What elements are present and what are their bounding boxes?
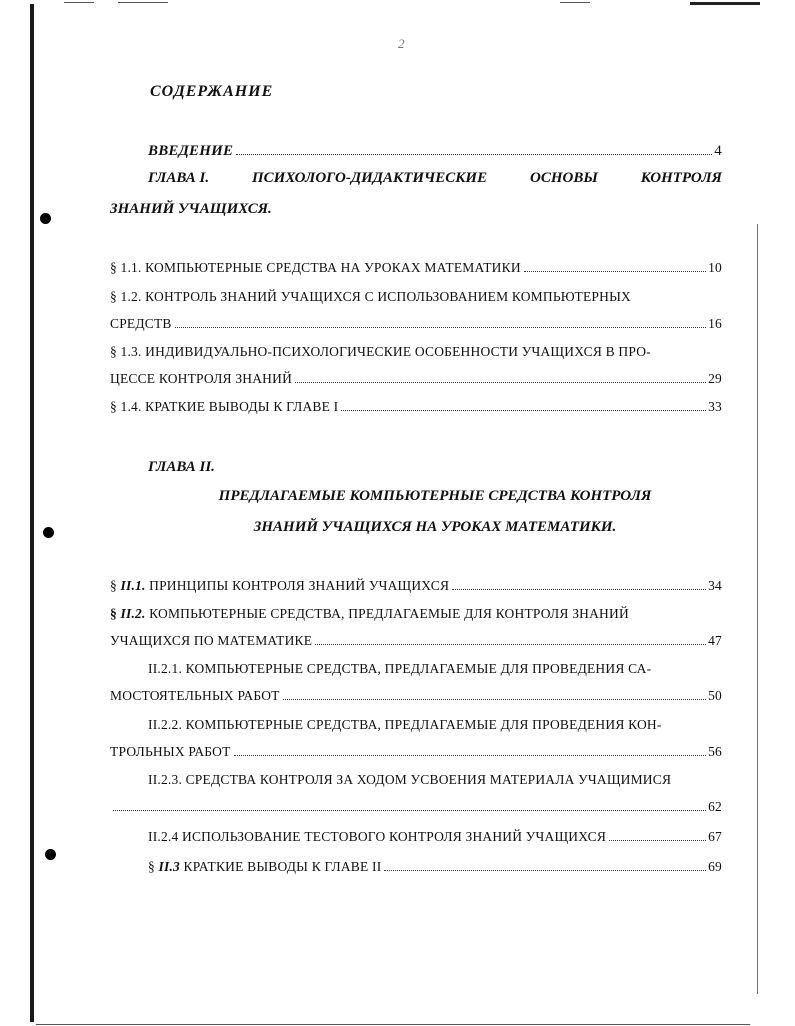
punch-hole-mark <box>45 849 56 860</box>
chapter-1-label: ГЛАВА I. <box>148 170 210 186</box>
dot-leader <box>452 589 706 590</box>
chapter-1-title-line2: ЗНАНИЙ УЧАЩИХСЯ. <box>110 201 272 217</box>
toc-entry-label: § 1.4. КРАТКИЕ ВЫВОДЫ К ГЛАВЕ I <box>110 399 339 414</box>
toc-entry-1-3-line2 <box>110 371 722 387</box>
toc-entry-1-1 <box>110 260 722 276</box>
toc-entry-label: ТРОЛЬНЫХ РАБОТ <box>110 744 231 759</box>
dot-leader <box>524 271 706 272</box>
toc-entry-2-2-3-line2 <box>110 799 722 815</box>
chapter-1-title-word: ПСИХОЛОГО-ДИДАКТИЧЕСКИЕ <box>252 170 488 186</box>
toc-entry-label: ВВЕДЕНИЕ <box>148 143 234 159</box>
chapter-2-label: ГЛАВА II. <box>148 459 215 475</box>
scan-top-dash <box>118 2 168 3</box>
toc-page-number: 56 <box>708 744 722 759</box>
scan-top-dash <box>560 2 590 3</box>
toc-page-number: 69 <box>708 859 722 874</box>
dot-leader <box>384 870 706 871</box>
toc-entry-2-3 <box>148 859 722 875</box>
scan-binding-edge <box>30 4 34 1022</box>
page-number: 2 <box>398 36 405 51</box>
dot-leader <box>341 410 706 411</box>
toc-page-number: 67 <box>708 829 722 844</box>
toc-entry-1-2-line2 <box>110 316 722 332</box>
chapter-1-heading <box>148 170 722 187</box>
toc-entry-label: МОСТОЯТЕЛЬНЫХ РАБОТ <box>110 688 280 703</box>
toc-entry-label: § II.1. ПРИНЦИПЫ КОНТРОЛЯ ЗНАНИЙ УЧАЩИХСЯ <box>110 578 450 593</box>
toc-page-number: 10 <box>708 260 722 275</box>
toc-entry-label: ЦЕССЕ КОНТРОЛЯ ЗНАНИЙ <box>110 371 293 386</box>
toc-entry-2-2-2-line2 <box>110 744 722 760</box>
dot-leader <box>609 840 706 841</box>
page-title: СОДЕРЖАНИЕ <box>150 83 274 100</box>
toc-page-number: 62 <box>708 799 722 814</box>
toc-entry-2-2-2-line1: II.2.2. КОМПЬЮТЕРНЫЕ СРЕДСТВА, ПРЕДЛАГАЕМЫЕ ДЛЯ ПРОВЕДЕНИЯ КОН- <box>148 717 662 732</box>
toc-page-number: 29 <box>708 371 722 386</box>
punch-hole-mark <box>40 213 51 224</box>
toc-page-number: 47 <box>708 633 722 648</box>
dot-leader <box>113 810 706 811</box>
dot-leader <box>283 699 706 700</box>
chapter-1-title-word: ОСНОВЫ <box>530 170 598 186</box>
dot-leader <box>234 755 707 756</box>
toc-page-number: 4 <box>714 143 722 159</box>
chapter-2-title-line1: ПРЕДЛАГАЕМЫЕ КОМПЬЮТЕРНЫЕ СРЕДСТВА КОНТРОЛЯ <box>218 488 652 504</box>
punch-hole-mark <box>43 527 54 538</box>
toc-entry-1-4 <box>110 399 722 415</box>
toc-entry-label: § 1.1. КОМПЬЮТЕРНЫЕ СРЕДСТВА НА УРОКАХ МАТЕМАТИКИ <box>110 260 521 275</box>
toc-entry-2-2-line1: § II.2. КОМПЬЮТЕРНЫЕ СРЕДСТВА, ПРЕДЛАГАЕМЫЕ ДЛЯ КОНТРОЛЯ ЗНАНИЙ <box>110 606 629 621</box>
chapter-1-title-word: КОНТРОЛЯ <box>640 170 722 186</box>
toc-entry-label: § II.3 КРАТКИЕ ВЫВОДЫ К ГЛАВЕ II <box>148 859 382 874</box>
toc-entry-label: УЧАЩИХСЯ ПО МАТЕМАТИКЕ <box>110 633 313 648</box>
toc-page-number: 50 <box>708 688 722 703</box>
toc-entry-1-3-line1: § 1.3. ИНДИВИДУАЛЬНО-ПСИХОЛОГИЧЕСКИЕ ОСОБЕННОСТИ УЧАЩИХСЯ В ПРО- <box>110 344 651 359</box>
chapter-2-title-line2: ЗНАНИЙ УЧАЩИХСЯ НА УРОКАХ МАТЕМАТИКИ. <box>253 519 617 535</box>
dot-leader <box>315 644 706 645</box>
scan-top-dash <box>64 2 94 3</box>
dot-leader <box>295 382 706 383</box>
toc-page-number: 33 <box>708 399 722 414</box>
scan-bottom-line <box>36 1024 750 1025</box>
toc-entry-label: II.2.4 ИСПОЛЬЗОВАНИЕ ТЕСТОВОГО КОНТРОЛЯ ЗНАНИЙ УЧАЩИХСЯ <box>148 829 607 844</box>
scan-top-dash <box>690 2 760 5</box>
toc-entry-label: СРЕДСТВ <box>110 316 172 331</box>
dot-leader <box>175 327 706 328</box>
toc-entry-2-1 <box>110 578 722 594</box>
toc-entry-2-2-1-line2 <box>110 688 722 704</box>
toc-entry-1-2-line1: § 1.2. КОНТРОЛЬ ЗНАНИЙ УЧАЩИХСЯ С ИСПОЛЬЗОВАНИЕМ КОМПЬЮТЕРНЫХ <box>110 289 631 304</box>
toc-entry-intro <box>148 143 722 160</box>
scan-edge-line <box>757 224 758 994</box>
toc-entry-2-2-1-line1: II.2.1. КОМПЬЮТЕРНЫЕ СРЕДСТВА, ПРЕДЛАГАЕМЫЕ ДЛЯ ПРОВЕДЕНИЯ СА- <box>148 661 652 676</box>
toc-entry-2-2-3-line1: II.2.3. СРЕДСТВА КОНТРОЛЯ ЗА ХОДОМ УСВОЕНИЯ МАТЕРИАЛА УЧАЩИМИСЯ <box>148 772 672 787</box>
toc-page-number: 34 <box>708 578 722 593</box>
toc-entry-2-2-4 <box>148 829 722 845</box>
toc-entry-2-2-line2 <box>110 633 722 649</box>
toc-page-number: 16 <box>708 316 722 331</box>
dot-leader <box>236 154 712 155</box>
